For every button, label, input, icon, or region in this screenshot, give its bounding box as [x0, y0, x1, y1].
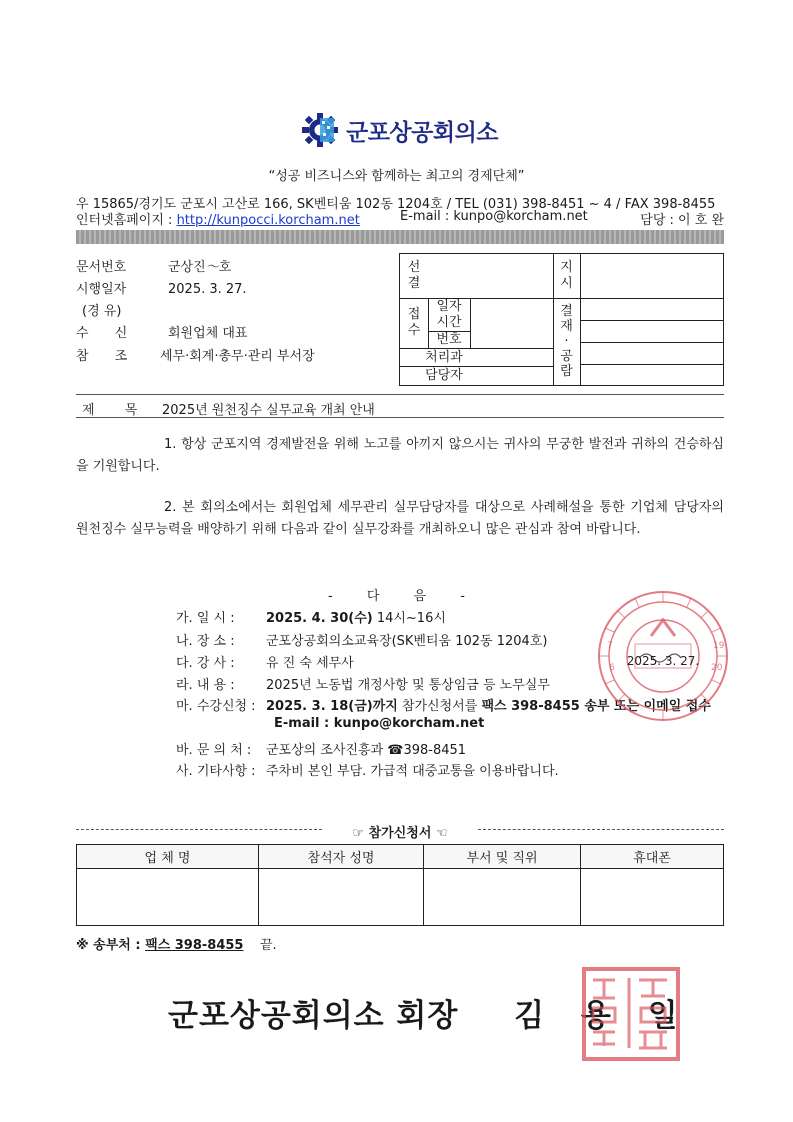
column-company-name: 업 체 명 — [77, 845, 259, 869]
body-paragraph-2: 2. 본 회의소에서는 회원업체 세무관리 실무담당자를 대상으로 사례해설을 통한 기업체 담당자의 원천징수 실무능력을 배양하기 위해 다음과 같이 실무강좌를 개최하오니 많은 관심과 참여 바랍니다. — [76, 500, 724, 537]
signature-name: 김 용 일 — [514, 998, 679, 1034]
detail-datetime: 가. 일 시 : 2025. 4. 30(수) 14시~16시 — [176, 611, 446, 626]
reference-row — [76, 345, 315, 364]
approval-seon-gyeol: 선 결 — [407, 260, 421, 291]
red-date-stamp — [595, 588, 731, 724]
gear-logo-icon — [300, 112, 340, 148]
svg-text:7: 7 — [607, 641, 613, 651]
application-form-table — [76, 844, 724, 926]
doc-number-label: 문서번호 — [76, 260, 127, 275]
detail-apply: 마. 수강신청 : 2025. 3. 18(금)까지 참가신청서를 팩스 398-8455 송부 또는 이메일 접수 — [176, 699, 711, 714]
email-label: E-mail : kunpo@korcham.net — [400, 209, 588, 224]
column-mobile: 휴대폰 — [581, 845, 724, 869]
approval-directive: 지 시 — [560, 260, 573, 291]
recipient-value: 회원업체 대표 — [168, 326, 248, 341]
send-to-line: ※ 송부처 : 팩스 398-8455 끝. — [76, 938, 277, 953]
subject-row — [76, 394, 724, 418]
column-dept-position: 부서 및 직위 — [424, 845, 581, 869]
org-name-header: 군포상공회의소 — [346, 119, 499, 146]
header-divider — [76, 230, 724, 244]
svg-text:6: 6 — [609, 663, 615, 673]
reference-value: 세무·회계·총무·관리 부서장 — [160, 349, 315, 364]
manager-label: 담당 : 이 호 완 — [640, 213, 724, 228]
svg-text:19: 19 — [713, 641, 725, 651]
detail-lecturer: 다. 강 사 : 유 진 숙 세무사 — [176, 656, 354, 671]
input-mobile[interactable] — [581, 869, 724, 926]
approval-table — [399, 253, 724, 386]
detail-inquiry: 바. 문 의 처 : 군포상의 조사진흥과 ☎398-8451 — [176, 743, 467, 758]
approval-jeop-su: 접 수 — [407, 307, 421, 338]
website-link[interactable]: http://kunpocci.korcham.net — [176, 213, 360, 228]
date-row — [76, 278, 247, 297]
date-value: 2025. 3. 27. — [168, 282, 247, 297]
approval-cooperation: 결 재 · 공 람 — [560, 303, 573, 379]
input-company-name[interactable] — [77, 869, 259, 926]
subject-value: 2025년 원천징수 실무교육 개최 안내 — [162, 403, 375, 418]
via-row — [82, 300, 121, 319]
application-form-title: ☞ 참가신청서 ☜ — [344, 826, 455, 841]
input-dept-position[interactable] — [424, 869, 581, 926]
via-label: (경 유) — [82, 304, 122, 319]
detail-other: 사. 기타사항 : 주차비 본인 부담. 가급적 대중교통을 이용바랍니다. — [176, 764, 559, 779]
svg-text:20: 20 — [711, 663, 723, 673]
send-to-fax: 팩스 398-8455 — [145, 938, 244, 953]
reference-label: 참 조 — [76, 349, 128, 364]
approval-number: 번호 — [436, 332, 462, 347]
recipient-label: 수 신 — [76, 326, 128, 341]
below-heading: - 다 음 - — [328, 589, 465, 604]
address-line: 우 15865/경기도 군포시 고산로 166, SK벤티움 102동 1204호 / TEL (031) 398-8451 ~ 4 / FAX 398-8455 — [76, 197, 716, 212]
website-line — [76, 209, 724, 228]
input-attendee-name[interactable] — [259, 869, 424, 926]
doc-number-value: 군상진 — [168, 260, 206, 275]
date-label: 시행일자 — [76, 282, 127, 297]
detail-content: 라. 내 용 : 2025년 노동법 개정사항 및 통상임금 등 노무실무 — [176, 678, 550, 693]
subject-label: 제 목 — [82, 403, 138, 418]
application-form-header — [76, 822, 724, 841]
square-official-seal — [581, 966, 681, 1062]
org-logo — [300, 112, 498, 148]
detail-apply-email: E-mail : kunpo@korcham.net — [274, 716, 485, 731]
slogan: “성공 비즈니스와 함께하는 최고의 경제단체” — [268, 169, 525, 184]
website-label: 인터넷홈페이지 : — [76, 213, 173, 228]
approval-date-time: 일자 시간 — [436, 299, 462, 330]
body-paragraph-1: 1. 항상 군포지역 경제발전을 위해 노고를 아끼지 않으시는 귀사의 무궁한 발전과 귀하의 건승하심을 기원합니다. — [76, 437, 724, 474]
recipient-row — [76, 322, 247, 341]
signature-title: 군포상공회의소 회장 — [168, 998, 459, 1034]
doc-number-row — [76, 256, 231, 275]
detail-place: 나. 장 소 : 군포상공회의소교육장(SK벤티움 102동 1204호) — [176, 634, 548, 649]
column-attendee-name: 참석자 성명 — [259, 845, 424, 869]
handwritten-number-mark: ～ — [205, 260, 219, 275]
approval-person-in-charge: 담당자 — [425, 368, 463, 383]
doc-number-suffix: 호 — [218, 260, 232, 275]
stamp-date-text: 2025. 3. 27. — [626, 654, 700, 668]
approval-processing-dept: 처리과 — [425, 349, 463, 365]
